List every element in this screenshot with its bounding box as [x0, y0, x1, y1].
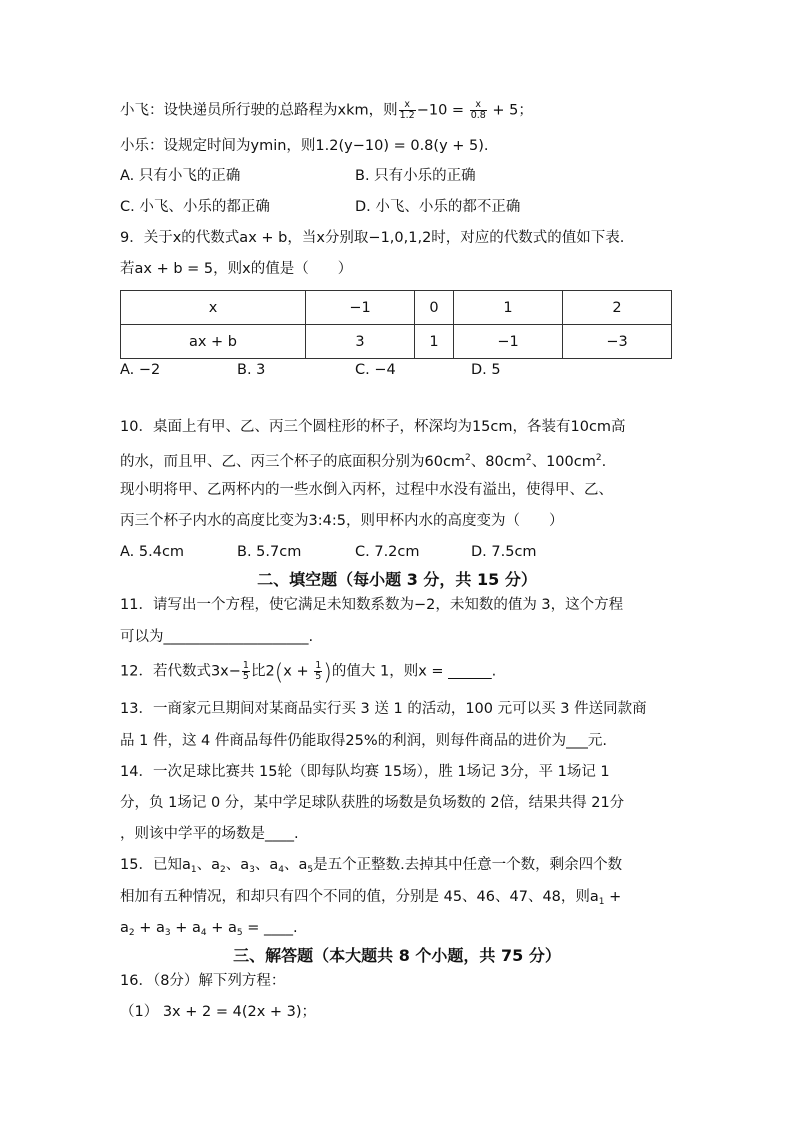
- q9-option-c: C. −4: [355, 362, 396, 378]
- q10-line-2: 的水，而且甲、乙、丙三个杯子的底面积分别为$60cm^2$、$80cm^2$、$100cm^2$.: [120, 453, 607, 470]
- fraction-one-fifth: $\frac{1}{5}$: [315, 660, 322, 682]
- table-cell: 0: [415, 291, 454, 325]
- table-cell: −3: [563, 325, 672, 359]
- q10-line-4: 丙三个杯子内水的高度比变为3:4:5，则甲杯内水的高度变为（ ）: [120, 513, 564, 529]
- q16-line-1: 16．（8分）解下列方程：: [120, 973, 286, 989]
- table-row: [121, 291, 672, 325]
- table-row: [121, 325, 672, 359]
- table-cell: 1: [454, 291, 563, 325]
- q11-line-2: 可以为____________________.: [120, 629, 314, 645]
- xiaofei-line: 小飞：设快递员所行驶的总路程为xkm，则 $\frac{x}{1.2}$ −10 = $\frac{x}{0.8}$ + 5；: [120, 99, 533, 121]
- q15-line-3: $a_2 + a_3 + a_4 + a_5$ = ____.: [120, 920, 298, 938]
- fraction-one-fifth: $\frac{1}{5}$: [242, 660, 249, 682]
- q15-line-1: 15．已知$a_1$、$a_2$、$a_3$、$a_4$、$a_5$是五个正整数.去掉其中任意一个数，剩余四个数: [120, 857, 623, 875]
- q9-line-2: 若ax + b = 5，则x的值是（ ）: [120, 261, 353, 277]
- q10-line-1: 10．桌面上有甲、乙、丙三个圆柱形的杯子，杯深均为15cm，各装有10cm高: [120, 419, 626, 435]
- q10-option-c: C. 7.2cm: [355, 544, 420, 560]
- table-cell: 1: [415, 325, 454, 359]
- q13-line-2: 品 1 件，这 4 件商品每件仍能取得25%的利润，则每件商品的进价为___元.: [120, 733, 607, 749]
- q8-option-a: A. 只有小飞的正确: [120, 168, 241, 184]
- fraction-x-over-1.2: $\frac{x}{1.2}$: [399, 99, 415, 121]
- q14-line-2: 分，负 1场记 0 分，某中学足球队获胜的场数是负场数的 2倍，结果共得 21分: [120, 795, 625, 811]
- q10-option-d: D. 7.5cm: [471, 544, 537, 560]
- table-cell: x: [121, 291, 306, 325]
- section-heading-solve: 三、解答题（本大题共 8 个小题，共 75 分）: [233, 946, 561, 965]
- q16-line-2: （1） 3x + 2 = 4(2x + 3)；: [120, 1004, 317, 1020]
- q9-line-1: 9．关于x的代数式ax + b，当x分别取−1,0,1,2时，对应的代数式的值如下表.: [120, 230, 625, 246]
- q9-option-a: A. −2: [120, 362, 161, 378]
- q14-line-1: 14．一次足球比赛共 15轮（即每队均赛 15场），胜 1场记 3分，平 1场记 1: [120, 764, 610, 780]
- section-heading-fill-in: 二、填空题（每小题 3 分，共 15 分）: [257, 570, 537, 589]
- q14-line-3: ，则该中学平的场数是____.: [120, 826, 299, 842]
- q9-option-d: D. 5: [471, 362, 501, 378]
- q11-line-1: 11．请写出一个方程，使它满足未知数系数为−2，未知数的值为 3，这个方程: [120, 597, 624, 613]
- q8-option-d: D. 小飞、小乐的都不正确: [355, 199, 521, 215]
- fraction-x-over-0.8: $\frac{x}{0.8}$: [470, 99, 486, 121]
- q9-option-b: B. 3: [237, 362, 266, 378]
- table-cell: −1: [454, 325, 563, 359]
- q10-line-3: 现小明将甲、乙两杯内的一些水倒入丙杯，过程中水没有溢出，使得甲、乙、: [120, 482, 613, 498]
- table-cell: 2: [563, 291, 672, 325]
- table-cell: −1: [306, 291, 415, 325]
- q10-option-a: A. 5.4cm: [120, 544, 185, 560]
- xiaole-line: 小乐：设规定时间为ymin，则1.2(y−10) = 0.8(y + 5).: [120, 138, 489, 154]
- table-cell: ax + b: [121, 325, 306, 359]
- q10-option-b: B. 5.7cm: [237, 544, 302, 560]
- xiaofei-label: 小飞：设快递员所行驶的总路程为xkm，则: [120, 102, 398, 119]
- q13-line-1: 13．一商家元旦期间对某商品实行买 3 送 1 的活动，100 元可以买 3 件送同款商: [120, 701, 647, 717]
- q15-line-2: 相加有五种情况，和却只有四个不同的值，分别是 45、46、47、48，则$a_1$ +: [120, 889, 622, 907]
- value-table: [120, 290, 672, 359]
- table-cell: 3: [306, 325, 415, 359]
- q8-option-c: C. 小飞、小乐的都正确: [120, 199, 270, 215]
- q12-line: 12．若代数式3x− $\frac{1}{5}$ 比2(x + $\frac{1}{5}$ )的值大 1，则x = ______.: [120, 660, 497, 686]
- q8-option-b: B. 只有小乐的正确: [355, 168, 476, 184]
